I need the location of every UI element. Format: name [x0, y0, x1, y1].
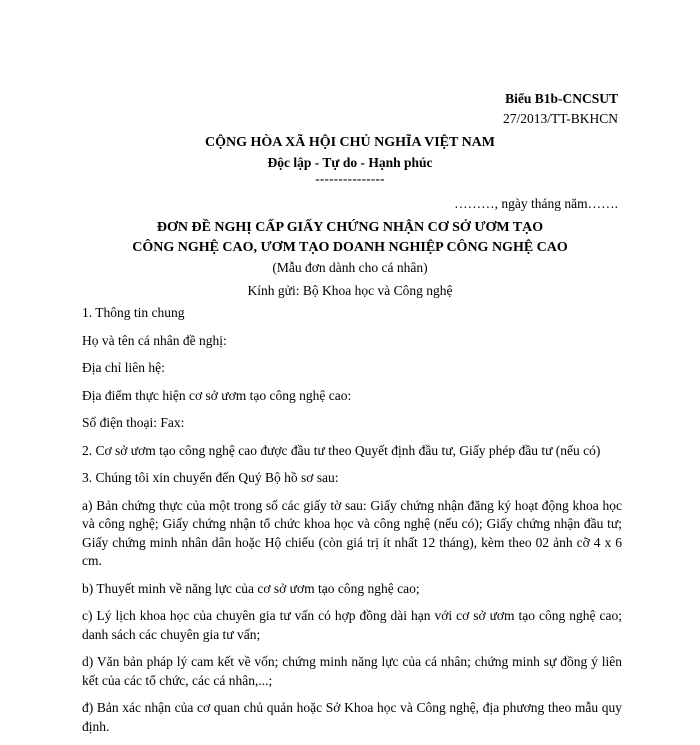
contact-address-field: Địa chỉ liên hệ: [82, 360, 165, 375]
date-line: ………, ngày tháng năm……. [454, 196, 618, 211]
national-header [0, 133, 700, 186]
document-subtitle: (Mẫu đơn dành cho cá nhân) [272, 260, 428, 275]
header-separator: --------------- [315, 171, 385, 186]
section-general-info: 1. Thông tin chung [82, 305, 185, 320]
form-code: Biểu B1b-CNCSUT [505, 91, 618, 106]
document-body [82, 304, 622, 745]
recipient-line: Kính gửi: Bộ Khoa học và Công nghệ [247, 283, 453, 298]
nation-name: CỘNG HÒA XÃ HỘI CHỦ NGHĨA VIỆT NAM [204, 135, 495, 150]
document-title-block [0, 218, 700, 277]
document-item-a: a) Bản chứng thực của một trong số các giấy tờ sau: Giấy chứng nhận đăng ký hoạt động khoa học và công nghệ; Giấy chứng nhận tổ chức khoa học và công nghệ (nếu có); Giấy chứng nhận đầu tư; Giấy chứng minh nhân dân hoặc Hộ chiếu (còn giá trị ít nhất 12 tháng), kèm theo 02 ảnh cỡ 4 x 6 cm. [82, 497, 622, 568]
section-documents: 3. Chúng tôi xin chuyển đến Quý Bộ hồ sơ sau: [82, 470, 339, 485]
document-item-b: b) Thuyết minh về năng lực của cơ sở ươm tạo công nghệ cao; [82, 580, 420, 596]
document-title-line-2: CÔNG NGHỆ CAO, ƯƠM TẠO DOANH NGHIỆP CÔNG NGHỆ CAO [132, 240, 568, 255]
national-motto: Độc lập - Tự do - Hạnh phúc [267, 155, 433, 170]
section-investment: 2. Cơ sở ươm tạo công nghệ cao được đầu tư theo Quyết định đầu tư, Giấy phép đầu tư (nếu có) [82, 442, 601, 458]
document-item-c: c) Lý lịch khoa học của chuyên gia tư vấn có hợp đồng dài hạn với cơ sở ươm tạo công nghệ cao; danh sách các chuyên gia tư vấn; [82, 608, 622, 642]
applicant-name-field: Họ và tên cá nhân đề nghị: [82, 332, 227, 348]
document-title-line-1: ĐƠN ĐỀ NGHỊ CẤP GIẤY CHỨNG NHẬN CƠ SỞ ƯƠM TẠO [156, 220, 544, 235]
incubator-location-field: Địa điểm thực hiện cơ sở ươm tạo công nghệ cao: [82, 387, 352, 403]
document-item-d: d) Văn bản pháp lý cam kết về vốn; chứng minh năng lực của cá nhân; chứng minh sự đồng ý liên kết của các tổ chức, các cá nhân,...; [82, 654, 622, 688]
phone-fax-field: Số điện thoại: Fax: [82, 415, 185, 430]
circular-number: 27/2013/TT-BKHCN [502, 111, 618, 126]
document-item-dd: đ) Bản xác nhận của cơ quan chủ quản hoặc Sở Khoa học và Công nghệ, địa phương theo mẫu quy định. [82, 700, 622, 734]
form-code-block [503, 89, 618, 129]
